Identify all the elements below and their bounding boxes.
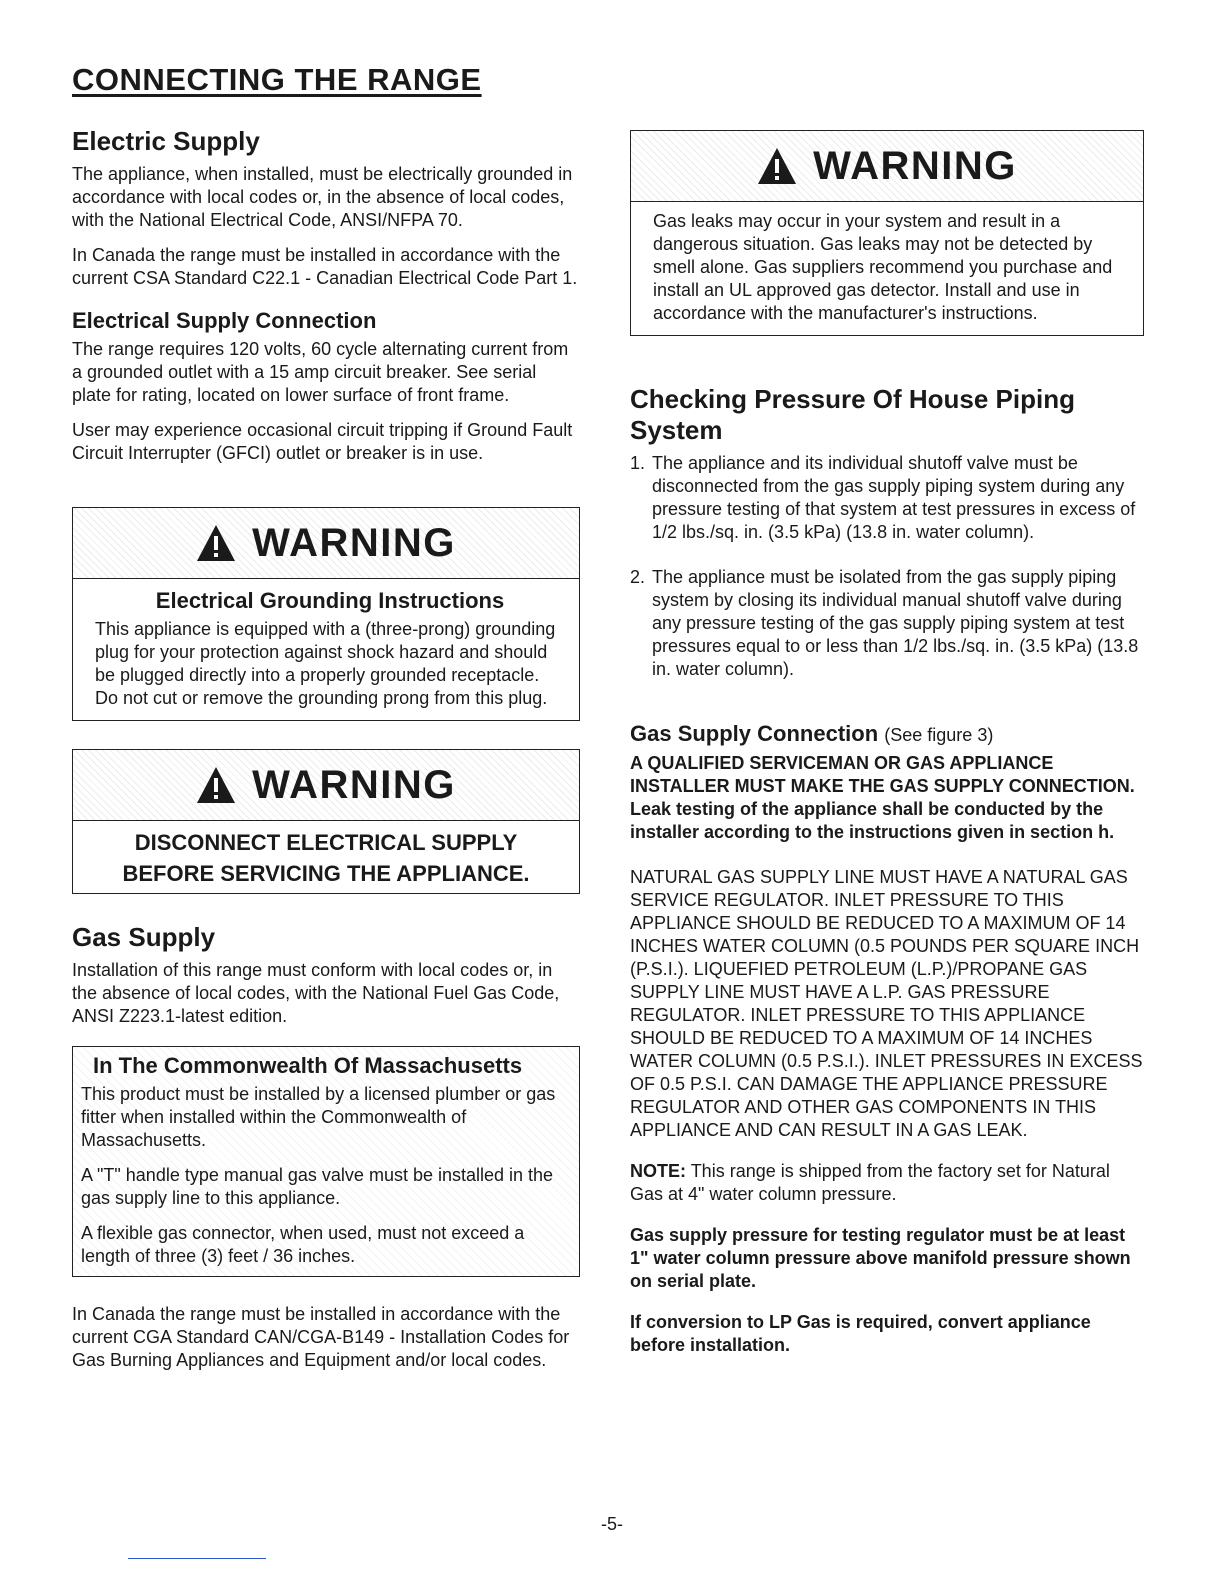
disconnect-line-1: DISCONNECT ELECTRICAL SUPPLY bbox=[134, 830, 518, 855]
list-item-number: 2. bbox=[630, 567, 646, 587]
warning-triangle-icon bbox=[757, 147, 797, 185]
massachusetts-paragraph-2: A "T" handle type manual gas valve must be installed in the gas supply line to this appliance. bbox=[81, 1165, 554, 1208]
electrical-supply-connection-heading: Electrical Supply Connection bbox=[72, 308, 377, 333]
warning-label: WARNING bbox=[813, 143, 1017, 188]
list-item bbox=[630, 452, 1144, 544]
electrical-supply-connection-paragraph-1: The range requires 120 volts, 60 cycle alternating current from a grounded outlet with a 15 amp circuit breaker. See serial plate for rating, located on lower surface of front frame. bbox=[72, 339, 569, 405]
gas-supply-connection-heading bbox=[630, 721, 1144, 748]
grounding-warning-body bbox=[73, 579, 579, 720]
grounding-warning-box bbox=[72, 507, 580, 721]
note-paragraph bbox=[630, 1160, 1144, 1206]
checking-pressure-list bbox=[630, 452, 1144, 681]
gas-leak-warning-body: Gas leaks may occur in your system and result in a dangerous situation. Gas leaks may not be detected by smell alone. Gas suppliers recommend you purchase and install an UL approved gas detector. Install and use in accordance with the manufacturer's instructions. bbox=[653, 211, 1113, 323]
gas-supply-connection-title: Gas Supply Connection bbox=[630, 721, 879, 746]
warning-triangle-icon bbox=[196, 766, 236, 804]
gas-supply-heading: Gas Supply bbox=[72, 922, 216, 952]
grounding-instructions-heading: Electrical Grounding Instructions bbox=[155, 588, 505, 613]
warning-label: WARNING bbox=[252, 762, 456, 807]
list-item-number: 1. bbox=[630, 453, 646, 473]
list-item bbox=[630, 566, 1144, 681]
left-column bbox=[72, 126, 580, 1384]
warning-triangle-icon bbox=[196, 524, 236, 562]
canada-gas-paragraph: In Canada the range must be installed in accordance with the current CGA Standard CAN/CGA-B149 - Installation Codes for Gas Burning Appliances and Equipment and/or local codes. bbox=[72, 1304, 570, 1370]
gas-supply-paragraph: Installation of this range must conform with local codes or, in the absence of local codes, with the National Fuel Gas Code, ANSI Z223.1-latest edition. bbox=[72, 960, 560, 1026]
note-text: This range is shipped from the factory set for Natural Gas at 4" water column pressure. bbox=[630, 1161, 1110, 1204]
bottom-divider bbox=[128, 1558, 266, 1559]
massachusetts-paragraph-1: This product must be installed by a licensed plumber or gas fitter when installed within the Commonwealth of Massachusetts. bbox=[81, 1084, 556, 1150]
list-item-text: The appliance must be isolated from the gas supply piping system by closing its individual manual shutoff valve during any pressure testing of the gas supply piping system at test pressures equal to or less than 1/2 lbs./sq. in. (3.5 kPa) (13.8 in. water column). bbox=[652, 567, 1139, 679]
right-column bbox=[630, 130, 1144, 1369]
see-figure-note: (See figure 3) bbox=[884, 725, 994, 745]
warning-header bbox=[631, 131, 1143, 202]
electric-supply-paragraph-1: The appliance, when installed, must be electrically grounded in accordance with local codes or, in the absence of local codes, with the National Electrical Code, ANSI/NFPA 70. bbox=[72, 164, 573, 230]
page-number: -5- bbox=[601, 1514, 623, 1534]
warning-label: WARNING bbox=[252, 520, 456, 565]
massachusetts-box bbox=[72, 1046, 580, 1277]
electric-supply-paragraph-2: In Canada the range must be installed in accordance with the current CSA Standard C22.1 - Canadian Electrical Code Part 1. bbox=[72, 245, 578, 288]
list-item-text: The appliance and its individual shutoff valve must be disconnected from the gas supply piping system during any pressure testing of that system at test pressures in excess of 1/2 lbs./sq. in. (3.5 kPa) (13.8 in. water column). bbox=[652, 453, 1136, 542]
gas-leak-warning-box bbox=[630, 130, 1144, 336]
electrical-supply-connection-paragraph-2: User may experience occasional circuit tripping if Ground Fault Circuit Interrupter (GFCI) outlet or breaker is in use. bbox=[72, 420, 573, 463]
checking-pressure-heading: Checking Pressure Of House Piping System bbox=[630, 384, 1075, 445]
disconnect-line-2: BEFORE SERVICING THE APPLIANCE. bbox=[122, 861, 530, 886]
massachusetts-paragraph-3: A flexible gas connector, when used, must not exceed a length of three (3) feet / 36 inches. bbox=[81, 1223, 525, 1266]
page-title: CONNECTING THE RANGE bbox=[72, 62, 482, 97]
disconnect-warning-text bbox=[73, 821, 579, 893]
warning-header bbox=[73, 508, 579, 579]
natural-gas-caps-paragraph: NATURAL GAS SUPPLY LINE MUST HAVE A NATURAL GAS SERVICE REGULATOR. INLET PRESSURE TO THIS APPLIANCE SHOULD BE REDUCED TO A MAXIMUM OF 14 INCHES WATER COLUMN (0.5 POUNDS PER SQUARE INCH (P.S.I.). LIQUEFIED PETROLEUM (L.P.)/PROPANE GAS SUPPLY LINE MUST HAVE A L.P. GAS PRESSURE REGULATOR. INLET PRESSURE TO THIS APPLIANCE SHOULD BE REDUCED TO A MAXIMUM OF 14 INCHES WATER COLUMN (0.5 P.S.I.). INLET PRESSURES IN EXCESS OF 0.5 P.S.I. CAN DAMAGE THE APPLIANCE PRESSURE REGULATOR AND OTHER GAS COMPONENTS IN THIS APPLIANCE AND CAN RESULT IN A GAS LEAK. bbox=[630, 867, 1143, 1140]
grounding-instructions-text: This appliance is equipped with a (three-prong) grounding plug for your protection against shock hazard and should be plugged directly into a properly grounded receptacle. Do not cut or remove the grounding prong from this plug. bbox=[95, 619, 556, 708]
lp-conversion-paragraph: If conversion to LP Gas is required, convert appliance before installation. bbox=[630, 1312, 1091, 1355]
electric-supply-heading: Electric Supply bbox=[72, 126, 260, 156]
note-label: NOTE: bbox=[630, 1161, 686, 1181]
disconnect-warning-box bbox=[72, 749, 580, 894]
gas-supply-pressure-paragraph: Gas supply pressure for testing regulator must be at least 1" water column pressure above manifold pressure shown on serial plate. bbox=[630, 1225, 1131, 1291]
qualified-serviceman-paragraph: A QUALIFIED SERVICEMAN OR GAS APPLIANCE INSTALLER MUST MAKE THE GAS SUPPLY CONNECTION. Leak testing of the appliance shall be conducted by the installer according to the instructions given in section h. bbox=[630, 753, 1135, 842]
massachusetts-title: In The Commonwealth Of Massachusetts bbox=[93, 1053, 523, 1078]
warning-header bbox=[73, 750, 579, 821]
